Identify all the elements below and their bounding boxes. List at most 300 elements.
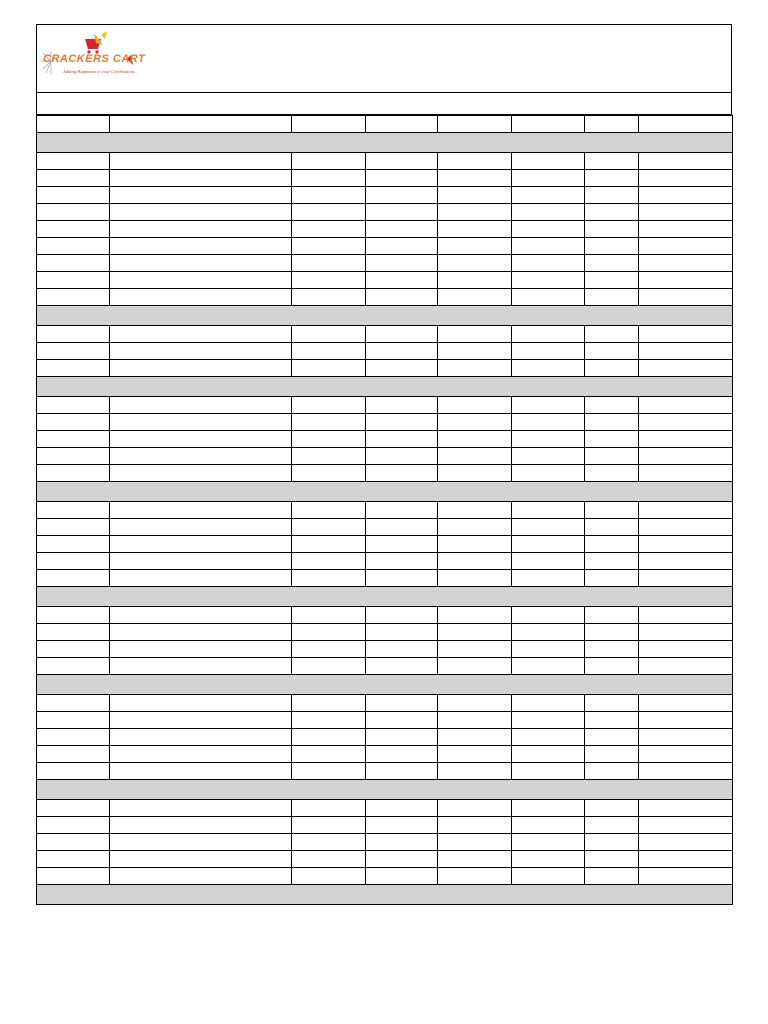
section-band-cell: [37, 780, 733, 800]
table-cell: [512, 431, 585, 448]
table-cell: [438, 729, 512, 746]
table-cell: [366, 712, 438, 729]
table-cell: [110, 326, 292, 343]
table-cell: [37, 360, 110, 377]
table-cell: [292, 153, 366, 170]
table-cell: [512, 272, 585, 289]
table-cell: [366, 763, 438, 780]
table-cell: [37, 343, 110, 360]
table-cell: [639, 536, 733, 553]
table-cell: [438, 553, 512, 570]
table-cell: [438, 448, 512, 465]
table-row: [37, 465, 733, 482]
table-cell: [110, 153, 292, 170]
table-row: [37, 238, 733, 255]
table-cell: [438, 746, 512, 763]
table-cell: [639, 397, 733, 414]
table-cell: [512, 519, 585, 536]
table-cell: [512, 570, 585, 587]
table-cell: [639, 289, 733, 306]
table-cell: [639, 465, 733, 482]
table-cell: [366, 272, 438, 289]
table-cell: [110, 868, 292, 885]
table-cell: [292, 763, 366, 780]
table-cell: [639, 729, 733, 746]
table-cell: [110, 272, 292, 289]
table-cell: [512, 868, 585, 885]
table-cell: [585, 800, 639, 817]
table-cell: [292, 851, 366, 868]
table-cell: [512, 553, 585, 570]
table-cell: [585, 170, 639, 187]
table-cell: [292, 519, 366, 536]
table-cell: [585, 465, 639, 482]
table-cell: [438, 658, 512, 675]
table-cell: [639, 204, 733, 221]
table-cell: [639, 448, 733, 465]
table-cell: [366, 641, 438, 658]
table-cell: [438, 641, 512, 658]
table-cell: [512, 851, 585, 868]
table-row: [37, 170, 733, 187]
table-cell: [366, 536, 438, 553]
table-cell: [639, 272, 733, 289]
table-cell: [37, 658, 110, 675]
table-cell: [585, 519, 639, 536]
table-cell: [366, 343, 438, 360]
table-cell: [292, 221, 366, 238]
table-cell: [110, 851, 292, 868]
table-cell: [512, 343, 585, 360]
table-cell: [639, 153, 733, 170]
table-cell: [37, 397, 110, 414]
table-cell: [585, 221, 639, 238]
table-row: [37, 763, 733, 780]
table-cell: [585, 570, 639, 587]
table-cell: [512, 800, 585, 817]
logo-tagline: Adding Happiness to your Celebrations..: [63, 69, 137, 74]
table-cell: [585, 238, 639, 255]
table-cell: [438, 817, 512, 834]
table-cell: [639, 641, 733, 658]
table-cell: [585, 414, 639, 431]
table-cell: [37, 519, 110, 536]
table-cell: [438, 800, 512, 817]
table-cell: [639, 519, 733, 536]
table-cell: [639, 607, 733, 624]
table-cell: [37, 553, 110, 570]
section-band: [37, 885, 733, 905]
table-cell: [37, 641, 110, 658]
table-cell: [37, 448, 110, 465]
table-cell: [438, 868, 512, 885]
table-cell: [585, 695, 639, 712]
table-cell: [366, 746, 438, 763]
table-cell: [110, 834, 292, 851]
table-cell: [639, 414, 733, 431]
table-cell: [366, 834, 438, 851]
table-cell: [292, 448, 366, 465]
table-cell: [37, 187, 110, 204]
table-cell: [292, 170, 366, 187]
table-cell: [366, 570, 438, 587]
table-cell: [585, 431, 639, 448]
table-cell: [438, 187, 512, 204]
table-cell: [512, 448, 585, 465]
table-cell: [37, 607, 110, 624]
table-cell: [585, 187, 639, 204]
logo-wordmark: CRACKERS CART: [43, 53, 146, 65]
table-row: [37, 729, 733, 746]
table-cell: [110, 817, 292, 834]
table-row: [37, 360, 733, 377]
table-cell: [512, 187, 585, 204]
table-cell: [438, 238, 512, 255]
table-cell: [292, 187, 366, 204]
table-cell: [37, 221, 110, 238]
table-cell: [366, 414, 438, 431]
table-cell: [639, 712, 733, 729]
table-cell: [512, 397, 585, 414]
table-row: [37, 800, 733, 817]
table-cell: [438, 255, 512, 272]
table-cell: [585, 834, 639, 851]
table-cell: [110, 570, 292, 587]
table-cell: [639, 221, 733, 238]
table-cell: [110, 729, 292, 746]
table-cell: [512, 221, 585, 238]
table-cell: [512, 607, 585, 624]
table-row: [37, 153, 733, 170]
table-cell: [639, 502, 733, 519]
table-cell: [512, 536, 585, 553]
table-cell: [639, 360, 733, 377]
table-cell: [585, 607, 639, 624]
table-cell: [292, 868, 366, 885]
table-cell: [366, 170, 438, 187]
table-cell: [366, 817, 438, 834]
table-cell: [639, 343, 733, 360]
table-cell: [512, 255, 585, 272]
table-cell: [438, 221, 512, 238]
table-cell: [292, 431, 366, 448]
table-row: [37, 570, 733, 587]
table-cell: [292, 343, 366, 360]
table-cell: [639, 431, 733, 448]
table-cell: [639, 187, 733, 204]
table-cell: [438, 519, 512, 536]
table-row: [37, 695, 733, 712]
table-cell: [366, 465, 438, 482]
table-row: [37, 553, 733, 570]
table-cell: [110, 448, 292, 465]
table-cell: [37, 153, 110, 170]
table-cell: [512, 502, 585, 519]
section-band-cell: [37, 133, 733, 153]
table-cell: [110, 658, 292, 675]
table-cell: [438, 204, 512, 221]
table-cell: [110, 502, 292, 519]
table-cell: [37, 868, 110, 885]
table-cell: [110, 431, 292, 448]
table-cell: [37, 834, 110, 851]
table-cell: [37, 817, 110, 834]
table-row: [37, 272, 733, 289]
table-cell: [37, 570, 110, 587]
table-cell: [585, 360, 639, 377]
table-cell: [438, 272, 512, 289]
table-cell: [366, 221, 438, 238]
table-cell: [37, 712, 110, 729]
table-cell: [110, 695, 292, 712]
table-cell: [37, 624, 110, 641]
table-cell: [366, 868, 438, 885]
table-cell: [292, 607, 366, 624]
table-cell: [438, 607, 512, 624]
table-row: [37, 624, 733, 641]
table-cell: [110, 343, 292, 360]
table-cell: [366, 153, 438, 170]
table-cell: [366, 502, 438, 519]
table-cell: [438, 570, 512, 587]
table-cell: [292, 272, 366, 289]
table-row: [37, 448, 733, 465]
table-cell: [366, 187, 438, 204]
table-cell: [366, 116, 438, 133]
table-cell: [37, 414, 110, 431]
table-cell: [37, 116, 110, 133]
table-cell: [639, 851, 733, 868]
table-cell: [438, 695, 512, 712]
table-cell: [292, 397, 366, 414]
table-cell: [585, 255, 639, 272]
section-band-cell: [37, 377, 733, 397]
table-cell: [366, 431, 438, 448]
table-cell: [512, 729, 585, 746]
table-cell: [639, 800, 733, 817]
table-cell: [438, 536, 512, 553]
title-row: [36, 93, 732, 115]
table-cell: [585, 868, 639, 885]
table-cell: [585, 729, 639, 746]
table-cell: [512, 326, 585, 343]
table-cell: [512, 834, 585, 851]
table-cell: [438, 465, 512, 482]
table-cell: [292, 624, 366, 641]
table-cell: [585, 851, 639, 868]
table-cell: [366, 695, 438, 712]
table-row: [37, 255, 733, 272]
table-cell: [110, 289, 292, 306]
table-cell: [585, 817, 639, 834]
table-cell: [110, 221, 292, 238]
table-cell: [639, 255, 733, 272]
table-cell: [110, 170, 292, 187]
table-row: [37, 343, 733, 360]
section-band-cell: [37, 587, 733, 607]
table-cell: [110, 238, 292, 255]
section-band: [37, 482, 733, 502]
table-cell: [512, 817, 585, 834]
product-table: [36, 115, 733, 905]
table-cell: [512, 414, 585, 431]
table-cell: [366, 204, 438, 221]
table-cell: [37, 729, 110, 746]
section-band-cell: [37, 482, 733, 502]
table-cell: [512, 238, 585, 255]
table-cell: [438, 326, 512, 343]
table-row: [37, 834, 733, 851]
order-sheet: [36, 24, 732, 905]
table-cell: [438, 624, 512, 641]
table-cell: [37, 431, 110, 448]
table-cell: [110, 536, 292, 553]
table-cell: [292, 800, 366, 817]
table-cell: [438, 431, 512, 448]
table-cell: [110, 641, 292, 658]
table-cell: [639, 658, 733, 675]
table-cell: [366, 397, 438, 414]
table-cell: [438, 763, 512, 780]
table-cell: [366, 658, 438, 675]
table-cell: [585, 204, 639, 221]
table-cell: [512, 465, 585, 482]
table-cell: [366, 553, 438, 570]
table-row: [37, 851, 733, 868]
table-cell: [512, 746, 585, 763]
table-cell: [292, 414, 366, 431]
table-cell: [110, 800, 292, 817]
table-cell: [110, 746, 292, 763]
table-row: [37, 187, 733, 204]
table-cell: [438, 289, 512, 306]
section-band: [37, 306, 733, 326]
table-row: [37, 536, 733, 553]
table-cell: [292, 729, 366, 746]
table-row: [37, 868, 733, 885]
table-cell: [37, 536, 110, 553]
table-cell: [639, 238, 733, 255]
table-cell: [292, 204, 366, 221]
table-cell: [438, 397, 512, 414]
table-cell: [292, 536, 366, 553]
table-cell: [585, 116, 639, 133]
table-cell: [639, 868, 733, 885]
section-band: [37, 587, 733, 607]
table-cell: [438, 116, 512, 133]
table-cell: [37, 502, 110, 519]
table-cell: [585, 624, 639, 641]
table-cell: [37, 289, 110, 306]
table-row: [37, 221, 733, 238]
table-cell: [512, 204, 585, 221]
table-cell: [292, 255, 366, 272]
table-cell: [438, 360, 512, 377]
table-cell: [639, 326, 733, 343]
section-band-cell: [37, 675, 733, 695]
table-cell: [37, 204, 110, 221]
section-band-cell: [37, 306, 733, 326]
table-row: [37, 641, 733, 658]
table-cell: [37, 238, 110, 255]
table-cell: [37, 170, 110, 187]
table-cell: [585, 343, 639, 360]
table-cell: [585, 641, 639, 658]
table-cell: [292, 658, 366, 675]
table-row: [37, 712, 733, 729]
table-cell: [366, 360, 438, 377]
table-cell: [366, 255, 438, 272]
table-cell: [292, 465, 366, 482]
table-cell: [292, 695, 366, 712]
table-cell: [585, 272, 639, 289]
table-cell: [37, 695, 110, 712]
table-cell: [110, 397, 292, 414]
table-cell: [110, 553, 292, 570]
table-cell: [585, 502, 639, 519]
table-cell: [366, 624, 438, 641]
table-cell: [639, 834, 733, 851]
table-cell: [292, 570, 366, 587]
table-cell: [512, 641, 585, 658]
table-cell: [438, 170, 512, 187]
table-cell: [292, 289, 366, 306]
table-cell: [585, 658, 639, 675]
table-cell: [292, 360, 366, 377]
table-cell: [438, 343, 512, 360]
table-cell: [292, 238, 366, 255]
table-cell: [292, 553, 366, 570]
table-cell: [110, 624, 292, 641]
table-cell: [292, 834, 366, 851]
table-cell: [366, 326, 438, 343]
table-cell: [585, 746, 639, 763]
table-cell: [512, 695, 585, 712]
table-cell: [366, 238, 438, 255]
table-cell: [366, 851, 438, 868]
table-row: [37, 502, 733, 519]
table-cell: [585, 397, 639, 414]
table-cell: [438, 502, 512, 519]
table-row: [37, 746, 733, 763]
table-cell: [292, 502, 366, 519]
table-cell: [292, 116, 366, 133]
table-cell: [585, 763, 639, 780]
table-cell: [110, 360, 292, 377]
table-cell: [438, 153, 512, 170]
table-row: [37, 431, 733, 448]
table-cell: [639, 553, 733, 570]
table-cell: [585, 712, 639, 729]
table-row: [37, 326, 733, 343]
table-cell: [585, 448, 639, 465]
table-cell: [37, 272, 110, 289]
table-cell: [110, 116, 292, 133]
sheet-header: [36, 24, 732, 93]
table-cell: [366, 800, 438, 817]
section-band: [37, 675, 733, 695]
table-cell: [512, 658, 585, 675]
table-row: [37, 397, 733, 414]
table-cell: [110, 414, 292, 431]
table-cell: [512, 289, 585, 306]
table-cell: [585, 536, 639, 553]
table-cell: [639, 116, 733, 133]
table-cell: [585, 553, 639, 570]
table-cell: [512, 170, 585, 187]
table-row: [37, 658, 733, 675]
table-cell: [639, 763, 733, 780]
